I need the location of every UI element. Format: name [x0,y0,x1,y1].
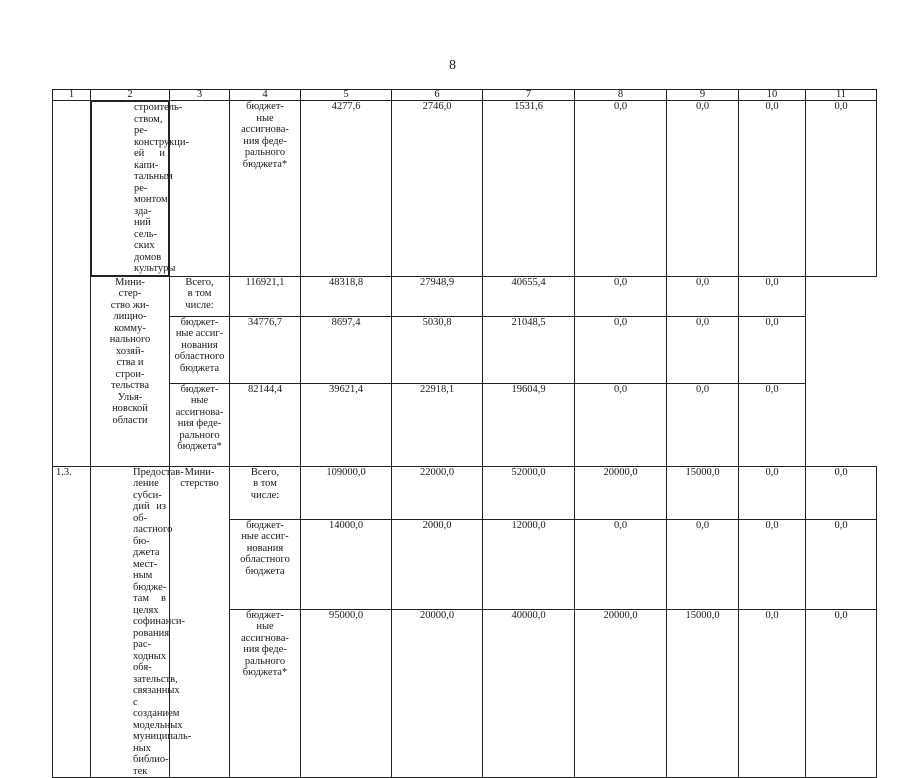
value-cell: 15000,0 [667,466,739,519]
value-cell: 0,0 [667,316,739,383]
value-cell: 109000,0 [301,466,392,519]
table-row [53,101,877,277]
source-label: бюджет- ные ассигнова- ния феде- рального бюджета* [241,609,289,679]
executor-cell-empty [170,101,230,277]
item-number-cell [53,101,91,467]
header-cell: 8 [575,90,667,101]
value-cell: 0,0 [806,519,877,609]
value-cell: 40000,0 [483,609,575,777]
header-cell: 3 [170,90,230,101]
value-cell: 4277,6 [301,101,392,277]
value-cell: 82144,4 [230,383,301,466]
header-cell: 4 [230,90,301,101]
value-cell: 0,0 [806,466,877,519]
budget-table [52,89,877,778]
value-cell: 19604,9 [483,383,575,466]
value-cell: 34776,7 [230,316,301,383]
header-cell: 7 [483,90,575,101]
value-cell: 14000,0 [301,519,392,609]
value-cell: 8697,4 [301,316,392,383]
value-cell: 20000,0 [392,609,483,777]
header-row [53,90,877,101]
table-row [53,276,877,316]
value-cell: 0,0 [739,383,806,466]
value-cell: 116921,1 [230,276,301,316]
value-cell: 0,0 [575,316,667,383]
value-cell: 0,0 [739,466,806,519]
item-number-cell: 1.3. [53,466,91,778]
value-cell: 2746,0 [392,101,483,277]
value-cell: 40655,4 [483,276,575,316]
table-row [53,383,877,466]
value-cell: 0,0 [739,101,806,277]
executor-text: Мини- стер- ство жи- лищно- комму- нального хозяй- ства и строи- тельства Улья- новской области [109,276,151,426]
header-cell: 2 [91,90,170,101]
description-text: строитель- ством, ре- конструкци- ей и капи- тальным ре- монтом зда- ний сель- ских домов культуры [134,102,190,274]
description-cell [91,101,190,276]
value-cell: 20000,0 [575,609,667,777]
page-number: 8 [449,58,456,73]
value-cell: 48318,8 [301,276,392,316]
value-cell: 22000,0 [392,466,483,519]
value-cell: 0,0 [575,276,667,316]
source-label: Всего, в том числе: [250,466,280,501]
value-cell: 5030,8 [392,316,483,383]
value-cell: 21048,5 [483,316,575,383]
value-cell: 0,0 [667,383,739,466]
table-row [53,466,877,519]
value-cell: 1531,6 [483,101,575,277]
source-label: бюджет- ные ассигнова- ния феде- рального бюджета* [241,101,289,170]
value-cell: 0,0 [739,276,806,316]
source-label: бюджет- ные ассиг- нования областного бюджета [174,316,225,374]
value-cell: 20000,0 [575,466,667,519]
value-cell: 0,0 [739,519,806,609]
value-cell: 0,0 [575,101,667,277]
description-text: Предостав- ление субси- дий из об- ластного бю- джета мест- ным бюдже- там в целях софинанси- рования рас- ходных обя- зательств, связанных с созданием модельных муниципаль- ных библио- тек [133,466,192,777]
value-cell: 0,0 [667,101,739,277]
value-cell: 22918,1 [392,383,483,466]
value-cell: 0,0 [667,276,739,316]
value-cell: 0,0 [575,383,667,466]
executor-text: Мини- стерство [180,466,219,489]
header-cell: 9 [667,90,739,101]
value-cell: 39621,4 [301,383,392,466]
value-cell: 12000,0 [483,519,575,609]
value-cell: 0,0 [667,519,739,609]
executor-cell [91,276,170,466]
value-cell: 0,0 [739,316,806,383]
header-cell: 11 [806,90,877,101]
value-cell: 15000,0 [667,609,739,777]
source-label: Всего, в том числе: [185,276,214,311]
header-cell: 6 [392,90,483,101]
table-row [53,316,877,383]
value-cell: 0,0 [806,101,877,277]
header-cell: 5 [301,90,392,101]
value-cell: 2000,0 [392,519,483,609]
value-cell: 0,0 [739,609,806,777]
value-cell: 95000,0 [301,609,392,777]
source-label: бюджет- ные ассиг- нования областного бюджета [240,519,290,577]
value-cell: 52000,0 [483,466,575,519]
value-cell: 0,0 [575,519,667,609]
header-cell: 1 [53,90,91,101]
description-cell [91,466,192,778]
value-cell: 0,0 [806,609,877,777]
value-cell: 27948,9 [392,276,483,316]
header-cell: 10 [739,90,806,101]
source-label: бюджет- ные ассигнова- ния феде- рального бюджета* [175,383,224,452]
